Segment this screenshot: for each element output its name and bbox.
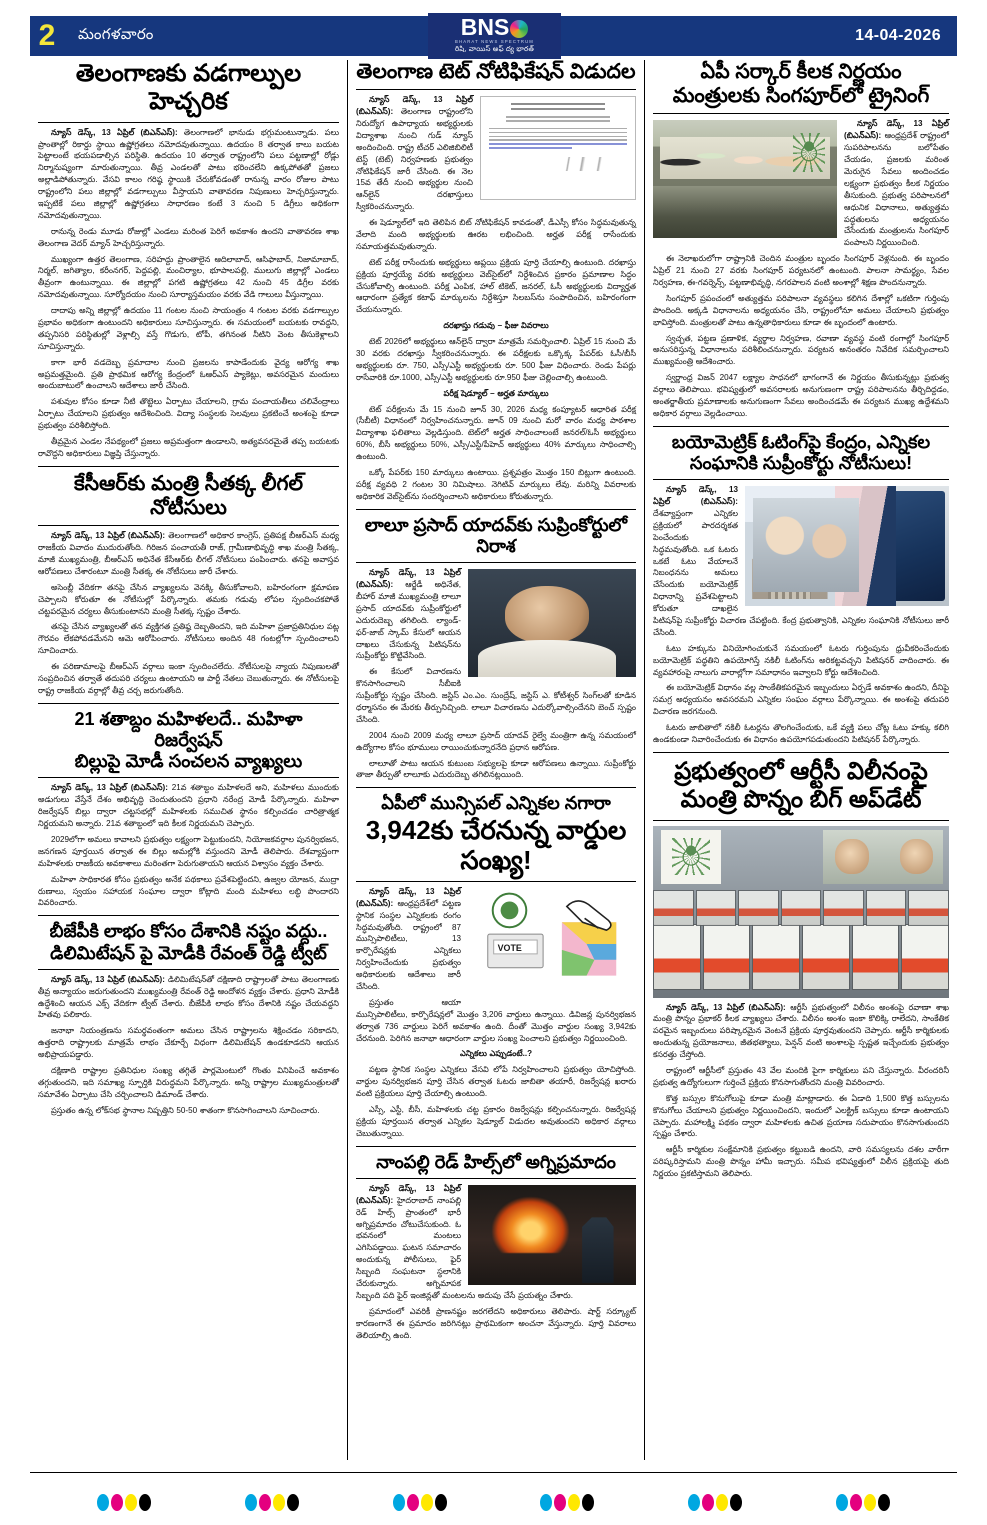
magenta-dot xyxy=(554,1494,566,1511)
article-paragraph: తనపై చేసిన వ్యాఖ్యలతో తన వ్యక్తిగత ప్రతిష్ఠ దెబ్బతిందని, ఇది మహిళా ప్రజాప్రతినిధుల పట్ల గౌరవం లేకపోవడమేనని ఆమె ఆరోపించారు. నోటీసులు అందిన 48 గంటల్లోగా స్పందించాలని సూచించారు. xyxy=(38,622,339,656)
bus xyxy=(696,890,737,926)
article-ap-municipal-elections xyxy=(356,787,636,1139)
divider xyxy=(653,479,949,480)
article-paragraph: ప్రస్తుతం ఆయా మున్సిపాలిటీలు, కార్పొరేషన్లలో మొత్తం 3,206 వార్డులు ఉన్నాయి. డివిజన్ల పునర్విభజన తర్వాత 736 వార్డులు పెరిగే అవకాశం ఉంది. దీంతో మొత్తం వార్డుల సంఖ్య 3,942కు చేరనుంది. పెరిగిన జనాభా ఆధారంగా వార్డుల సంఖ్య పెంచాలని ప్రభుత్వం నిర్ణయించింది. xyxy=(356,997,636,1043)
cyan-dot xyxy=(836,1494,848,1511)
divider xyxy=(653,820,949,821)
headline-line-2: మంత్రులకు సింగపూర్‌లో ట్రైనింగ్ xyxy=(672,84,930,108)
article-ktr-legal-notice xyxy=(38,466,339,697)
article-paragraph: మహిళా సాధికారత కోసం ప్రభుత్వం అనేక పథకాలు ప్రవేశపెట్టిందని, ఉజ్వల యోజన, ముద్రా రుణాలు, స్వయం సహాయక సంఘాల ద్వారా కోట్లాది మంది మహిళలు లబ్ధి పొందారని వివరించారు. xyxy=(38,874,339,908)
emblem-icon xyxy=(672,838,709,876)
divider xyxy=(356,89,636,90)
magenta-dot xyxy=(407,1494,419,1511)
column-1 xyxy=(30,60,348,1460)
headline-line-1: బయోమెట్రిక్ ఓటింగ్‌పై కేంద్రం, ఎన్నికల xyxy=(671,431,931,452)
cyan-dot xyxy=(688,1494,700,1511)
article-paragraph xyxy=(653,1002,949,1061)
bus-row-back xyxy=(653,890,949,926)
headline-municipal-line2: 3,942కు చేరనున్న వార్డుల సంఖ్య! xyxy=(365,814,627,876)
headline-line-1: ఏపీ సర్కార్ కీలక నిర్ణయం xyxy=(700,60,902,83)
black-dot xyxy=(435,1494,447,1511)
black-dot xyxy=(582,1494,594,1511)
bus xyxy=(866,890,907,926)
divider xyxy=(356,562,636,563)
logo-wordmark xyxy=(460,13,529,40)
article-paragraph: ఓటు హక్కును వినియోగించుకునే సమయంలో ఓటరు గుర్తింపును ధ్రువీకరించేందుకు బయోమెట్రిక్ పద్ధతిని ఉపయోగిస్తే నకిలీ ఓటింగ్‌ను అరికట్టవచ్చని పిటిషనర్ వాదించారు. ఈ వ్యవహారంపై నాలుగు వారాల్లోగా సమాధానం ఇవ్వాలని కోర్టు ఆదేశించింది. xyxy=(653,643,949,677)
paragraph-text: తెలంగాణలో అధికార కాంగ్రెస్, ప్రతిపక్ష బీఆర్ఎస్ మధ్య రాజకీయ వివాదం ముదురుతోంది. గిరిజన పంచాయతీ రాజ్, గ్రామీణాభివృద్ధి శాఖ మంత్రి సీతక్క, మాజీ ముఖ్యమంత్రి, బీఆర్ఎస్ అధినేత కేసీఆర్‌కు లీగల్ నోటీసులు పంపించారు. తనపై అవాస్తవ ఆరోపణలు చేశారంటూ మంత్రి సీతక్క ఈ నోటీసులు జారీ చేశారు. xyxy=(38,531,340,576)
article-rtc-merger xyxy=(653,752,949,1180)
paragraph-text: దేశవ్యాప్తంగా ఎన్నికల ప్రక్రియలో పారదర్శకత పెంచేందుకు సిద్ధమవుతోంది. ఒక ఓటరు ఒకటే ఓటు వేయాలనే నిబంధనను అమలు చేసేందుకు బయోమెట్రిక్ విధానాన్ని ప్రవేశపెట్టాలని కోరుతూ దాఖలైన పిటిషన్‌పై సుప్రీంకోర్టు విచారణ చేపట్టింది. కేంద్ర ప్రభుత్వానికి, ఎన్నికల సంఘానికి నోటీసులు జారీ చేసింది. xyxy=(653,509,949,637)
article-paragraph: దక్షిణాది రాష్ట్రాల ప్రతినిధుల సంఖ్య తగ్గితే పార్లమెంటులో గొంతు వినిపించే అవకాశం తగ్గుతుందని, ఇది సమాఖ్య స్ఫూర్తికి విరుద్ధమని పేర్కొన్నారు. అన్ని రాష్ట్రాల ముఖ్యమంత్రులతో సమావేశం ఏర్పాటు చేసి చర్చించాలని డిమాండ్ చేశారు. xyxy=(38,1066,339,1099)
article-paragraph: జనాభా నియంత్రణను సమర్థవంతంగా అమలు చేసిన రాష్ట్రాలను శిక్షించడం సరికాదని, ఉత్తరాది రాష్ట్రాలకు మాత్రమే లాభం చేకూర్చే విధంగా డిలిమిటేషన్ ఉండకూడదని ఆయన అభిప్రాయపడ్డారు. xyxy=(38,1026,339,1060)
masthead-date: 14-04-2026 xyxy=(855,27,941,44)
cmyk-group xyxy=(97,1494,151,1511)
article-paragraph: కొత్త బస్సుల కొనుగోలుపై కూడా మంత్రి మాట్లాడారు. ఈ ఏడాది 1,500 కొత్త బస్సులను కొనుగోలు చేయాలని ప్రభుత్వం నిర్ణయించిందని, ఇందులో ఎలక్ట్రిక్ బస్సులు కూడా ఉంటాయని చెప్పారు. మహాలక్ష్మి పథకం ద్వారా మహిళలకు ఉచిత ప్రయాణ సదుపాయం కొనసాగుతుందని స్పష్టం చేశారు. xyxy=(653,1093,949,1139)
headline-women-reservation xyxy=(38,709,339,773)
paragraph-text: ఆర్టీసీ ప్రభుత్వంలో విలీనం అంశంపై రవాణా శాఖ మంత్రి పొన్నం ప్రభాకర్ కీలక వ్యాఖ్యలు చేశారు. విలీనం అంశం ఇంకా కొలిక్కి రాలేదని, సాంకేతిక పరమైన ఇబ్బందులు పరిష్కారమైన వెంటనే ప్రక్రియ పూర్తవుతుందని చెప్పారు. ఆర్టీసీ కార్మికులకు అందుతున్న ప్రయోజనాలు, జీతభత్యాలు, పెన్షన్ వంటి అంశాలపై స్పష్టత ఇచ్చేందుకు ప్రభుత్వం కసరత్తు చేస్తోంది. xyxy=(653,1002,949,1060)
cmyk-group xyxy=(393,1494,447,1511)
headline-nampally-fire: నాంపల్లి రెడ్ హిల్స్‌లో అగ్నిప్రమాదం xyxy=(376,1151,616,1172)
cyan-dot xyxy=(393,1494,405,1511)
byline: న్యూస్ డెస్క్, 13 ఏప్రిల్ (బిఎన్ఎస్): xyxy=(51,531,166,541)
article-paragraph: ఈ బయోమెట్రిక్ విధానం వల్ల సాంకేతికపరమైన ఇబ్బందులు ఏర్పడే అవకాశం ఉందని, దీనిపై సమగ్ర అధ్యయనం అవసరమని ఎన్నికల సంఘం వర్గాలు పేర్కొన్నాయి. ఈ అంశంపై తదుపరి విచారణ జరగనుంది. xyxy=(653,683,949,717)
yellow-dot xyxy=(716,1494,728,1511)
byline: న్యూస్ డెస్క్, 13 ఏప్రిల్ (బిఎన్ఎస్): xyxy=(51,974,165,984)
bus xyxy=(901,924,949,990)
paragraph-text: డిలిమిటేషన్‌తో దక్షిణాది రాష్ట్రాలతో పాటు తెలంగాణకు తీవ్ర అన్యాయం జరుగుతుందని ముఖ్యమంత్రి రేవంత్ రెడ్డి ఆందోళన వ్యక్తం చేశారు. ప్రధాని మోడీకి ఉద్దేశించి ఆయన ఎక్స్ వేదికగా ట్వీట్ చేశారు. బీజేపీకి లాభం కోసం దేశానికి నష్టం చేయవద్దని హితవు పలికారు. xyxy=(38,974,339,1020)
article-paragraph: రాష్ట్రంలో ఆర్టీసీలో ప్రస్తుతం 43 వేల మందికి పైగా కార్మికులు పని చేస్తున్నారు. వీరందరినీ ప్రభుత్వ ఉద్యోగులుగా గుర్తించే ప్రక్రియ కొనసాగుతోందని మంత్రి వివరించారు. xyxy=(653,1066,949,1087)
headline-line-2: బిల్లుపై మోడీ సంచలన వ్యాఖ్యలు xyxy=(74,751,303,772)
doc-heading-line xyxy=(511,108,605,110)
cyan-dot xyxy=(540,1494,552,1511)
divider xyxy=(356,881,636,882)
article-paragraph: అసెంబ్లీ వేదికగా తనపై చేసిన వ్యాఖ్యలను వెనక్కి తీసుకోవాలని, బహిరంగంగా క్షమాపణ చెప్పాలని కోరుతూ ఈ నోటీసుల్లో పేర్కొన్నారు. తమకు గడువు లోపల స్పందించకపోతే చట్టపరమైన చర్యలు తీసుకుంటానని మంత్రి సీతక్క స్పష్టం చేశారు. xyxy=(38,582,339,616)
masthead xyxy=(30,13,957,56)
article-paragraph: ఈ పరిణామాలపై బీఆర్ఎస్ వర్గాలు ఇంకా స్పందించలేదు. నోటీసులపై న్యాయ నిపుణులతో సంప్రదించిన తర్వాతే తదుపరి చర్యలు ఉంటాయని ఆ పార్టీ నేతలు చెబుతున్నారు. ఈ నోటీసులపై రాష్ట్ర రాజకీయ వర్గాల్లో తీవ్ర చర్చ జరుగుతోంది. xyxy=(38,662,339,695)
article-lalu-supreme-court xyxy=(356,509,636,782)
magenta-dot xyxy=(259,1494,271,1511)
emblem-icon xyxy=(793,133,825,172)
biometric-evm-photo xyxy=(745,486,949,606)
article-paragraph xyxy=(38,782,339,830)
doc-link-line xyxy=(489,143,627,145)
article-paragraph: ఈ కేసులో విచారణను కొనసాగించాలని సీబీఐకి సుప్రీంకోర్టు స్పష్టం చేసింది. జస్టిస్ ఎం.ఎం. సుంద్రేష్, జస్టిస్ ఎ. కోటీశ్వర్ సింగ్‌లతో కూడిన ధర్మాసనం ఈ మేరకు తీర్పునిచ్చింది. లాలూ విచారణను ఎదుర్కోవాల్సిందేనని బెంచ్ స్పష్టం చేసింది. xyxy=(356,667,636,724)
vote-icon xyxy=(468,888,636,1000)
doc-line xyxy=(506,116,611,118)
headline-line-2: మంత్రి పొన్నం బిగ్ అప్‌డేట్ xyxy=(680,786,922,814)
yellow-dot xyxy=(568,1494,580,1511)
byline: న్యూస్ డెస్క్, 13 ఏప్రిల్ (బిఎన్ఎస్): xyxy=(653,485,738,507)
article-paragraph: కాగా భారీ వడదెబ్బ ప్రమాదాల నుంచి ప్రజలను కాపాడేందుకు వైద్య ఆరోగ్య శాఖ అప్రమత్తమైంది. ప్రతి ప్రాథమిక ఆరోగ్య కేంద్రంలో ఓఆర్ఎస్ ప్యాకెట్లు, అవసరమైన మందులు అందుబాటులో ఉంచాలని ఆదేశాలు జారీ చేసింది. xyxy=(38,357,339,391)
divider xyxy=(356,509,636,510)
divider xyxy=(653,426,949,427)
bus xyxy=(738,890,779,926)
paragraph-text: తెలంగాణలో భానుడు భగ్గుమంటున్నాడు. పలు ప్రాంతాల్లో రికార్డు స్థాయి ఉష్ణోగ్రతలు నమోదవుతున్నాయి. ఉదయం 8 తర్వాత కాలు బయట పెట్టాలంటే భయపడాల్సిన పరిస్థితి. ఉదయం 10 తర్వాత రాష్ట్రంలోని పలు పట్టణాల్లో రోడ్లు నిర్మానుష్యంగా మారుతున్నాయి. తీవ్ర ఎండలతో పాటు భరించలేని ఉక్కపోతతో ప్రజలు అల్లాడిపోతున్నారు. వేసవి కాలం గరిష్ఠ స్థాయికి చేరుకోవడంతో రానున్న వారం రోజుల పాటు రాష్ట్రంలోని పలు జిల్లాల్లో వడగాల్పులు వీస్తాయని వాతావరణ నిపుణులు హెచ్చరిస్తున్నారు. ఇప్పటికే పలు జిల్లాల్లో ఉష్ణోగ్రతలు సాధారణం కంటే 3 నుంచి 5 డిగ్రీలు అధికంగా నమోదవుతున్నాయి. xyxy=(38,127,339,220)
paragraph-text: 21వ శతాబ్దం మహిళలదే అని, మహిళలు ముందుకు అడుగులు వేస్తేనే దేశం అభివృద్ధి చెందుతుందని ప్రధాని నరేంద్ర మోడీ పేర్కొన్నారు. మహిళా రిజర్వేషన్ బిల్లు ద్వారా చట్టసభల్లో మహిళలకు సముచిత స్థానం కల్పించడం చారిత్రాత్మక నిర్ణయమని అన్నారు. 21వ శతాబ్దంలో ఇది కీలక నిర్ణయమని చెప్పారు. xyxy=(38,783,339,829)
doc-line xyxy=(489,139,627,141)
subhead-elections-when: ఎన్నికలు ఎప్పుడంటే..? xyxy=(459,1049,533,1059)
bus xyxy=(653,890,694,926)
article-paragraph: ప్రమాదంలో ఎవరికీ ప్రాణనష్టం జరగలేదని అధికారులు తెలిపారు. షార్ట్ సర్క్యూట్ కారణంగానే ఈ ప్రమాదం జరిగినట్లు ప్రాథమికంగా అంచనా వేస్తున్నారు. పూర్తి వివరాలు తెలియాల్సి ఉంది. xyxy=(356,1306,636,1340)
yellow-dot xyxy=(273,1494,285,1511)
magenta-dot xyxy=(702,1494,714,1511)
article-paragraph: ప్రస్తుతం ఉన్న లోక్‌సభ స్థానాల నిష్పత్తిని 50-50 శాతంగా కొనసాగించాలని సూచించారు. xyxy=(51,1105,320,1115)
divider xyxy=(653,752,949,753)
bottom-divider xyxy=(30,1472,957,1473)
bus xyxy=(703,924,751,990)
article-paragraph: ఒక్కో పేపర్‌కు 150 మార్కులు ఉంటాయి. ప్రశ్నపత్రం మొత్తం 150 బిట్లుగా ఉంటుంది. పరీక్ష వ్యవధి 2 గంటల 30 నిమిషాలు. నెగిటివ్ మార్కులు లేవు. మరిన్ని వివరాలకు అధికారిక వెబ్‌సైట్‌ను సందర్శించాలని అధికారులు కోరుతున్నారు. xyxy=(356,468,636,501)
headline-legal-notice: కేసీఆర్‌కు మంత్రి సీతక్క లీగల్ నోటీసులు xyxy=(73,471,304,519)
doc-signature xyxy=(561,157,627,171)
bus xyxy=(802,924,850,990)
bus xyxy=(752,924,800,990)
article-nampally-fire xyxy=(356,1146,636,1342)
bus xyxy=(653,924,701,990)
article-paragraph: పట్టణ స్థానిక సంస్థల ఎన్నికలు వేసవి లోపే నిర్వహించాలని ప్రభుత్వం యోచిస్తోంది. వార్డుల పునర్విభజన పూర్తి చేసిన తర్వాత ఓటరు జాబితా తయారీ, రిజర్వేషన్ల ఖరారు వంటి ప్రక్రియలు పూర్తి చేయాల్సి ఉంటుంది. xyxy=(356,1065,636,1099)
byline: న్యూస్ డెస్క్, 13 ఏప్రిల్ (బిఎన్ఎస్): xyxy=(356,568,461,590)
doc-line xyxy=(489,128,627,130)
article-paragraph: స్వర్ణాంధ్ర విజన్ 2047 లక్ష్యాల సాధనలో భాగంగానే ఈ నిర్ణయం తీసుకున్నట్లు ప్రభుత్వ వర్గాలు తెలిపాయి. భవిష్యత్తులో అవసరాలకు అనుగుణంగా రాష్ట్ర పరిపాలనను తీర్చిదిద్దడం, అంతర్జాతీయ ప్రమాణాలకు అనుగుణంగా సేవలు అందించడమే ఈ పర్యటన ముఖ్య ఉద్దేశమని అధికార వర్గాలు వెల్లడించాయి. xyxy=(653,373,949,418)
byline: న్యూస్ డెస్క్, 13 ఏప్రిల్ (బిఎన్ఎస్): xyxy=(356,1183,461,1205)
article-paragraph: లాలూతో పాటు ఆయన కుటుంబ సభ్యులపై కూడా ఆరోపణలు ఉన్నాయి. సుప్రీంకోర్టు తాజా తీర్పుతో లాలూకు ఎదురుదెబ్బ తగిలినట్లయింది. xyxy=(356,758,636,780)
cyan-dot xyxy=(97,1494,109,1511)
byline: న్యూస్ డెస్క్, 13 ఏప్రిల్ (బిఎన్ఎస్): xyxy=(51,783,168,793)
headline-line-2: డిలిమిటేషన్ పై మోడీకి రేవంత్ రెడ్డి ట్వీట్ xyxy=(50,942,327,963)
headline-line-1: 21 శతాబ్దం మహిళలదే.. మహిళా రిజర్వేషన్ xyxy=(74,708,303,750)
doc-heading-line xyxy=(511,103,605,105)
column-3 xyxy=(645,60,957,1460)
divider xyxy=(38,915,339,916)
cmyk-group xyxy=(245,1494,299,1511)
article-paragraph: ఈ షెడ్యూల్‌లో ఇది తెలిపిన బిట్ నోటిఫికేషన్ కావడంతో, డీఎస్సీ కోసం సిద్ధమవుతున్న వేలాది మంది అభ్యర్థులకు ఊరట లభించింది. అర్హత పరీక్ష రాసేందుకు సమాయత్తమవుతున్నారు. xyxy=(356,218,636,251)
black-dot xyxy=(287,1494,299,1511)
article-paragraph: ఈ నెలాఖరులోగా రాష్ట్రానికి చెందిన మంత్రుల బృందం సింగపూర్ వెళ్లనుంది. ఈ బృందం ఏప్రిల్ 21 నుంచి 27 వరకు సింగపూర్ పర్యటనలో ఉంటుంది. పాలనా సామర్థ్యం, సేవల నిర్వహణ, ఈ-గవర్నెన్స్, పట్టణాభివృద్ధి, నగరపాలన వంటి అంశాల్లో శిక్షణ పొందనున్నారు. xyxy=(653,254,949,287)
doc-link-line xyxy=(489,147,572,149)
bus xyxy=(908,890,949,926)
divider xyxy=(38,525,339,526)
page-content xyxy=(30,60,957,1460)
doc-line xyxy=(489,136,627,138)
yellow-dot xyxy=(864,1494,876,1511)
article-paragraph: టెట్ 2026లో అభ్యర్థులు ఆన్‌లైన్ ద్వారా మాత్రమే సమర్పించాలి. ఏప్రిల్ 15 నుంచి మే 30 వరకు దరఖాస్తు స్వీకరించనున్నారు. ఈ పరీక్షలకు ఒక్కొక్క పేపర్‌కు ఓసీ/బీసీ అభ్యర్థులకు రూ. 750, ఎస్సీ/ఎస్టీ అభ్యర్థులకు రూ. 500 ఫీజు విధించారు. రెండు పేపర్లు రాసేవారికి రూ.1000, ఎస్సీ/ఎస్టీ అభ్యర్థులకు రూ.950 ఫీజు చెల్లించాల్సి ఉంటుంది. xyxy=(356,337,636,382)
black-dot xyxy=(730,1494,742,1511)
black-dot xyxy=(139,1494,151,1511)
black-dot xyxy=(878,1494,890,1511)
article-paragraph: రానున్న రెండు మూడు రోజుల్లో ఎండలు మరింత పెరిగే అవకాశం ఉందని వాతావరణ శాఖ తెలంగాణ వెదర్ మ్యాన్ హెచ్చరిస్తున్నారు. xyxy=(38,226,339,248)
article-paragraph xyxy=(38,530,339,578)
article-paragraph: సింగపూర్ ప్రపంచంలో అత్యుత్తమ పరిపాలనా వ్యవస్థలు కలిగిన దేశాల్లో ఒకటిగా గుర్తింపు పొందింది. అక్కడి విధానాలను అధ్యయనం చేసి, రాష్ట్రంలోనూ అమలు చేయాలని ప్రభుత్వం భావిస్తోంది. మంత్రులతో పాటు ఉన్నతాధికారులు కూడా ఈ బృందంలో ఉంటారు. xyxy=(653,293,949,327)
article-paragraph: దాదాపు అన్ని జిల్లాల్లో ఉదయం 11 గంటల నుంచి సాయంత్రం 4 గంటల వరకు వడగాల్పుల ప్రభావం అధికంగా ఉంటుందని అధికారులు సూచిస్తున్నారు. ఈ సమయంలో బయటకు రావద్దని, తప్పనిసరి పరిస్థితుల్లో వెళ్లాల్సి వస్తే గొడుగు, టోపీ, తగినంత నీటిని వెంట తీసుకెళ్లాలని సూచిస్తున్నారు. xyxy=(38,306,339,351)
biometric-scanner-photo xyxy=(835,486,896,606)
divider xyxy=(38,703,339,704)
article-biometric-voting xyxy=(653,426,949,746)
article-paragraph: తీవ్రమైన ఎండల నేపథ్యంలో ప్రజలు అప్రమత్తంగా ఉండాలని, అత్యవసరమైతే తప్ప బయటకు రావొద్దని అధికారులు విజ్ఞప్తి చేస్తున్నారు. xyxy=(38,437,339,458)
article-paragraph: పశువుల కోసం కూడా నీటి తొట్టెలు ఏర్పాటు చేయాలని, గ్రామ పంచాయతీలు చలివేంద్రాలు ఏర్పాటు చేయాలని ప్రభుత్వం ఆదేశించింది. విద్యా సంస్థలకు సెలవులు ప్రకటించే అంశంపై కూడా ప్రభుత్వం పరిశీలిస్తోంది. xyxy=(38,397,339,431)
divider xyxy=(38,122,339,123)
doc-line xyxy=(506,120,611,122)
article-singapore-training xyxy=(653,60,949,420)
logo-text: BNS xyxy=(460,13,510,40)
headline-biometric-voting xyxy=(653,432,949,474)
headline-line-1: బీజేపీకి లాభం కోసం దేశానికి నష్టం వద్దు.. xyxy=(49,921,328,942)
headline-lalu: లాలూ ప్రసాద్ యాదవ్‌కు సుప్రింకోర్టులో నిరాశ xyxy=(364,514,628,556)
cyan-dot xyxy=(245,1494,257,1511)
column-2 xyxy=(348,60,645,1460)
bus xyxy=(823,890,864,926)
bus-row-front xyxy=(653,924,949,990)
fire-accident-photo xyxy=(468,1185,636,1285)
supreme-court-photo xyxy=(745,486,835,606)
paragraph-text: ఆర్జేడీ అధినేత, బీహార్ మాజీ ముఖ్యమంత్రి లాలూ ప్రసాద్ యాదవ్‌కు సుప్రీంకోర్టులో ఎదురుదెబ్బ తగిలింది. ల్యాండ్-ఫర్-జాబ్ స్కామ్ కేసులో ఆయన దాఖలు చేసుకున్న పిటిషన్‌ను సుప్రీంకోర్టు కొట్టివేసింది. xyxy=(356,580,461,661)
cmyk-group xyxy=(836,1494,890,1511)
cmyk-group xyxy=(688,1494,742,1511)
paragraph-text: హైదరాబాద్ నాంపల్లి రెడ్ హిల్స్ ప్రాంతంలో భారీ అగ్నిప్రమాదం చోటుచేసుకుంది. ఓ భవనంలో మంటలు ఎగిసిపడ్డాయి. ఘటన సమాచారం అందుకున్న పోలీసులు, ఫైర్ సిబ్బంది సంఘటనా స్థలానికి చేరుకున్నారు. అగ్నిమాపక సిబ్బంది పది ఫైర్ ఇంజిన్లతో మంటలను అదుపు చేసే ప్రయత్నం చేశారు. xyxy=(356,1195,573,1300)
article-women-reservation xyxy=(38,703,339,910)
paragraph-text: తెలంగాణ రాష్ట్రంలోని నిరుద్యోగ ఉపాధ్యాయ అభ్యర్థులకు విద్యాశాఖ నుంచి గుడ్ న్యూస్ అందించింది. రాష్ట్ర టీచర్ ఎలిజిబిలిటీ టెస్ట్ (టెట్) నిర్వహణకు ప్రభుత్వం నోటిఫికేషన్ జారీ చేసింది. ఈ నెల 15వ తేదీ నుంచి అభ్యర్థుల నుంచి ఆన్‌లైన్ దరఖాస్తులు స్వీకరించనున్నారు. xyxy=(356,107,473,212)
article-tet-notification xyxy=(356,60,636,503)
page-number: 2 xyxy=(30,16,64,56)
headline-rtc-merger xyxy=(653,758,949,815)
divider xyxy=(38,969,339,970)
byline: న్యూస్ డెస్క్, 13 ఏప్రిల్ (బిఎన్ఎస్): xyxy=(356,886,461,908)
article-paragraph: ఎస్సీ, ఎస్టీ, బీసీ, మహిళలకు చట్ట ప్రకారం రిజర్వేషన్లు కల్పించనున్నారు. రిజర్వేషన్ల ప్రక్రియ పూర్తయిన తర్వాత ఎన్నికల షెడ్యూల్ విడుదల అవుతుందని అధికార వర్గాలు చెబుతున్నాయి. xyxy=(356,1105,636,1138)
article-delimitation-tweet xyxy=(38,915,339,1116)
article-paragraph xyxy=(38,974,339,1022)
cabinet-meeting-photo xyxy=(653,120,837,238)
article-paragraph xyxy=(38,127,339,222)
paragraph-text: ఆంధ్రప్రదేశ్ రాష్ట్రంలో సుపరిపాలనను బలోపేతం చేయడం, ప్రజలకు మరింత మెరుగైన సేవలు అందించడం లక్ష్యంగా ప్రభుత్వం కీలక నిర్ణయం తీసుకుంది. ప్రభుత్వ పరిపాలనలో ఆధునిక విధానాలు, అత్యుత్తమ పద్ధతులను అధ్యయనం చేసేందుకు మంత్రులను సింగపూర్ పంపాలని నిర్ణయించింది. xyxy=(844,131,949,248)
divider xyxy=(356,1146,636,1147)
article-paragraph: ఆర్టీసీ కార్మికుల సంక్షేమానికి ప్రభుత్వం కట్టుబడి ఉందని, వారి సమస్యలను దశల వారీగా పరిష్కరిస్తామని మంత్రి పొన్నం హామీ ఇచ్చారు. సమీప భవిష్యత్తులో విలీన ప్రక్రియపై తుది నిర్ణయం ప్రకటిస్తామని తెలిపారు. xyxy=(653,1145,949,1179)
doc-line xyxy=(489,132,627,134)
paragraph-text: ఆంధ్రప్రదేశ్‌లో పట్టణ స్థానిక సంస్థల ఎన్నికలకు రంగం సిద్ధమవుతోంది. రాష్ట్రంలో 87 మున్సిపాలిటీలు, 13 కార్పొరేషన్లకు ఎన్నికలు నిర్వహించేందుకు ప్రభుత్వం అధికారులకు ఆదేశాలు జారీ చేసింది. xyxy=(356,898,461,991)
bus xyxy=(781,890,822,926)
cmyk-registration-bar xyxy=(0,1494,987,1511)
divider xyxy=(653,113,949,114)
article-heatwave xyxy=(38,60,339,460)
rtc-bus-depot-photo xyxy=(653,826,949,998)
magenta-dot xyxy=(111,1494,123,1511)
article-paragraph: స్వచ్ఛత, పట్టణ ప్రణాళిక, వ్యర్థాల నిర్వహణ, రవాణా వ్యవస్థ వంటి రంగాల్లో సింగపూర్ అనుసరిస్తున్న విధానాలను పరిశీలించనున్నారు. పర్యటన అనంతరం నివేదిక సమర్పించాలని ముఖ్యమంత్రి ఆదేశించారు. xyxy=(653,333,949,367)
headline-tet-notification: తెలంగాణ టెట్ నోటిఫికేషన్ విడుదల xyxy=(356,60,636,83)
tet-notification-document-image xyxy=(480,96,636,200)
yellow-dot xyxy=(421,1494,433,1511)
minister-photo-inset xyxy=(823,830,943,884)
byline: న్యూస్ డెస్క్, 13 ఏప్రిల్ (బిఎన్ఎస్): xyxy=(356,95,473,117)
article-paragraph: 2004 నుంచి 2009 మధ్య లాలూ ప్రసాద్ యాదవ్ రైల్వే మంత్రిగా ఉన్న సమయంలో ఉద్యోగాల కోసం భూములు రాయించుకున్నారనేది ప్రధాన ఆరోపణ. xyxy=(356,730,636,752)
ballot-vote-illustration xyxy=(468,888,636,1000)
article-paragraph: టెట్ పరీక్షలను మే 15 నుంచి జూన్ 30, 2026 మధ్య కంప్యూటర్ ఆధారిత పరీక్ష (సీబీటీ) విధానంలో నిర్వహించనున్నారు. జూన్ 09 నుంచి మరో వారం మధ్య పాఠశాల విద్యాశాఖ ఫలితాలు వెల్లడిస్తుంది. టెట్‌లో అర్హత సాధించాలంటే జనరల్/ఓసీ అభ్యర్థులు 60%, బీసీ అభ్యర్థులు 50%, ఎస్సీ/ఎస్టీ/పీహెచ్ అభ్యర్థులు 40% మార్కులు సాధించాల్సి ఉంటుంది. xyxy=(356,404,636,462)
lalu-prasad-photo xyxy=(468,569,636,677)
logo-spectrum-icon xyxy=(510,20,528,38)
byline: న్యూస్ డెస్క్, 13 ఏప్రిల్ (బిఎన్ఎస్): xyxy=(844,119,949,141)
cmyk-group xyxy=(540,1494,594,1511)
divider xyxy=(356,1178,636,1179)
headline-line-1: ప్రభుత్వంలో ఆర్టీసీ విలీనంపై xyxy=(674,757,928,785)
yellow-dot xyxy=(125,1494,137,1511)
byline: న్యూస్ డెస్క్, 13 ఏప్రిల్ (బిఎన్ఎస్): xyxy=(666,1002,786,1012)
logo-subtitle: BHARAT NEWS SPECTRUM xyxy=(455,39,534,45)
masthead-weekday: మంగళవారం xyxy=(78,25,154,43)
svg-text:VOTE: VOTE xyxy=(497,942,522,953)
subhead-fees: దరఖాస్తు గడువు – ఫీజు వివరాలు xyxy=(443,321,549,331)
subhead-schedule: పరీక్ష షెడ్యూల్ – అర్హత మార్కులు xyxy=(443,388,549,398)
headline-heatwave: తెలంగాణకు వడగాల్పుల హెచ్చరిక xyxy=(75,60,302,116)
rtc-emblem-inset xyxy=(661,830,721,884)
byline: న్యూస్ డెస్క్, 13 ఏప్రిల్ (బిఎన్ఎస్): xyxy=(51,127,178,137)
bns-logo[interactable] xyxy=(428,13,561,59)
article-paragraph: 2029లోగా అమలు కావాలని ప్రభుత్వం లక్ష్యంగా పెట్టుకుందని, నియోజకవర్గాల పునర్విభజన, జనగణన పూర్తయిన తర్వాత ఈ బిల్లు అమల్లోకి వస్తుందని మోడీ తెలిపారు. దేశవ్యాప్తంగా మహిళలకు రాజకీయ అవకాశాలు మరింతగా పెరుగుతాయని ఆయన విశ్వాసం వ్యక్తం చేశారు. xyxy=(38,835,339,868)
headline-line-2: సంఘానికి సుప్రీంకోర్టు నోటీసులు! xyxy=(689,452,913,473)
headline-municipal-line1: ఏపీలో మున్సిపల్ ఎన్నికల నగారా xyxy=(381,793,611,814)
article-paragraph: టెట్ పరీక్ష రాసేందుకు అభ్యర్థులు అప్లయి ప్రక్రియ పూర్తి చేయాల్సి ఉంటుంది. దరఖాస్తు ప్రక్రియ పూర్తయ్యే వరకు అభ్యర్థులు వెబ్‌సైట్‌లో నిర్దేశించిన ప్రకారం ప్రమాణాల సిద్ధం చేసుకోవాల్సి ఉంటుంది. పరీక్ష ఎంపిక, హాల్ టికెట్, జనరల్, ఓసీ అభ్యర్థులకు విద్యార్హత ఆధారంగా ప్రత్యేక కటాఫ్ మార్కులను నిర్దేశిస్తూ సిలబస్‌ను సంపాదించిన, బహిరంగంగా చేయనున్నారు. xyxy=(356,257,636,315)
divider xyxy=(38,777,339,778)
headline-delimitation xyxy=(38,921,339,963)
divider xyxy=(38,466,339,467)
magenta-dot xyxy=(850,1494,862,1511)
article-paragraph: ఓటరు జాబితాలో నకిలీ ఓటర్లను తొలగించేందుకు, ఒకే వ్యక్తి పలు చోట్ల ఓటు హక్కు కలిగి ఉండకుండా నివారించేందుకు ఈ విధానం ఉపయోగపడుతుందని పిటిషనర్ పేర్కొన్నారు. xyxy=(653,723,949,745)
bus xyxy=(852,924,900,990)
divider xyxy=(356,787,636,788)
logo-tagline: రిషి, వాయిస్ అఫ్ ద్య భారత్ xyxy=(454,46,535,54)
article-paragraph: ముఖ్యంగా ఉత్తర తెలంగాణ, సరిహద్దు ప్రాంతాలైన ఆదిలాబాద్, ఆసిఫాబాద్, నిజామాబాద్, నిర్మల్, జగిత్యాల, కరీంనగర్, పెద్దపల్లి, మంచిర్యాల, భూపాలపల్లి, ములుగు జిల్లాల్లో ఎండలు తీవ్రంగా ఉంటున్నాయి. ఈ జిల్లాల్లో పగటి ఉష్ణోగ్రతలు 42 నుంచి 45 డిగ్రీల వరకు నమోదవుతున్నాయి. సూర్యోదయం నుంచి సూర్యాస్తమయం వరకు వేడి గాలులు వీస్తున్నాయి. xyxy=(38,254,339,300)
headline-singapore-training xyxy=(653,60,949,108)
ap-government-emblem xyxy=(783,124,835,180)
